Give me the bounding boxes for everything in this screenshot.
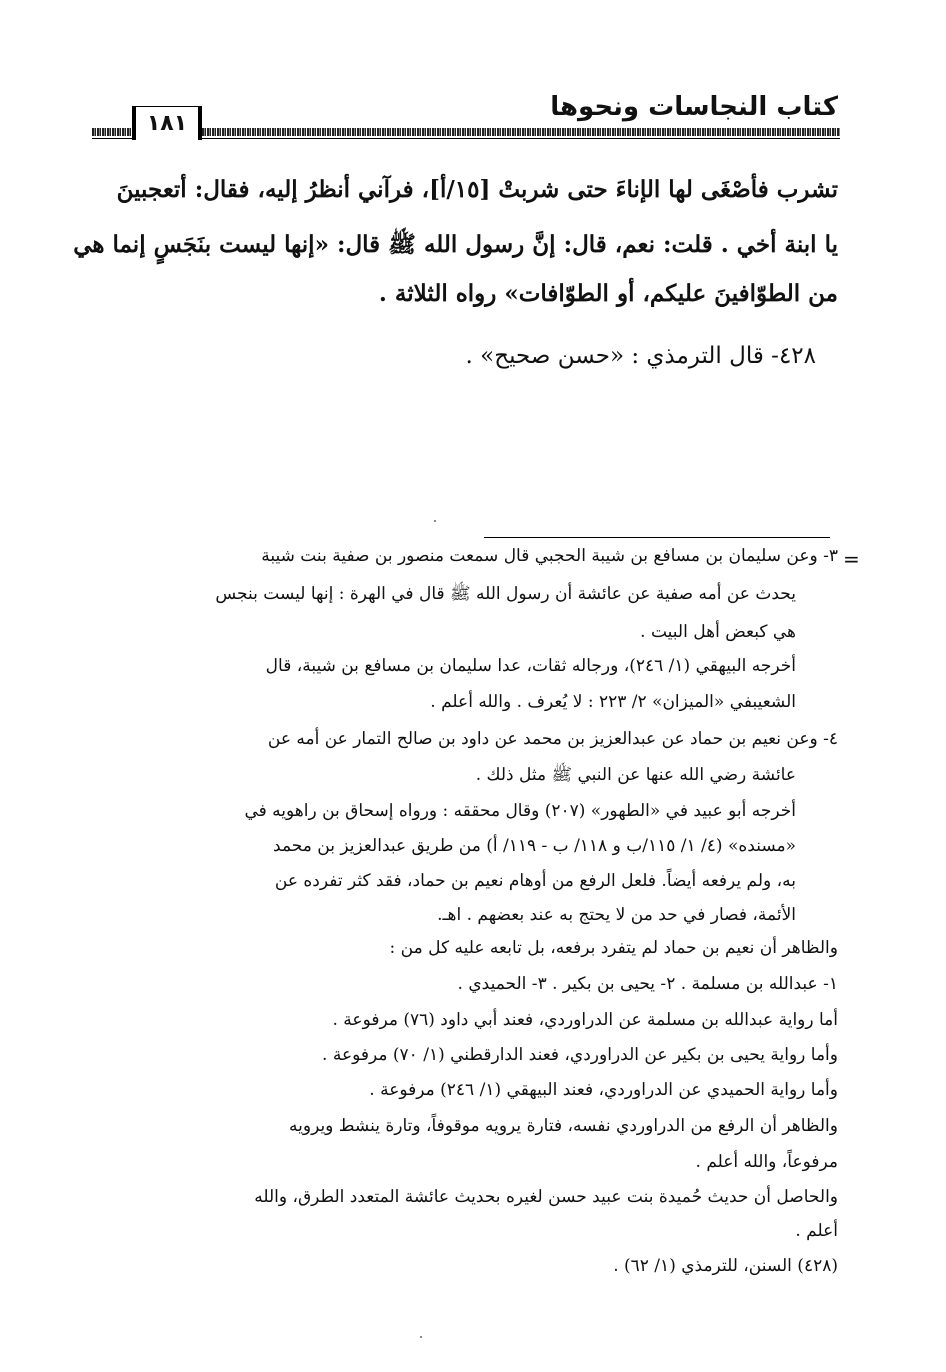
header-rule	[92, 128, 840, 136]
footnote-line: أما رواية عبدالله بن مسلمة عن الدراوردي، فعند أبي داود (٧٦) مرفوعة .	[332, 1010, 838, 1030]
hadith-428: ٤٢٨- قال الترمذي : «حسن صحيح» .	[465, 343, 816, 369]
header-rule-thin	[92, 138, 840, 139]
page-number: ١٨١	[132, 106, 202, 140]
footnote-continuation-mark: =	[843, 547, 860, 571]
footnote-reference: (٤٢٨) السنن، للترمذي (١/ ٦٢) .	[613, 1256, 838, 1276]
text-line-3: من الطوّافينَ عليكم، أو الطوّافات» رواه الثلاثة .	[378, 280, 838, 307]
footnote-line: والظاهر أن نعيم بن حماد لم يتفرد برفعه، بل تابعه عليه كل من :	[389, 938, 838, 958]
footnote-line: عائشة رضي الله عنها عن النبي ﷺ مثل ذلك .	[475, 765, 796, 785]
footnote-line: والحاصل أن حديث حُميدة بنت عبيد حسن لغيره بحديث عائشة المتعدد الطرق، والله	[254, 1187, 838, 1207]
footnote-line: والظاهر أن الرفع من الدراوردي نفسه، فتارة يرويه موقوفاً، وتارة ينشط ويرويه	[289, 1116, 838, 1136]
footnote-line: «مسنده» (٤/ ١/ ١١٥/ب و ١١٨/ ب - ١١٩/ أ) من طريق عبدالعزيز بن محمد	[273, 836, 796, 856]
footnote-line: به، ولم يرفعه أيضاً. فلعل الرفع من أوهام نعيم بن حماد، فقد كثر تفرده عن	[274, 871, 796, 891]
footnote-line: أعلم .	[795, 1221, 838, 1241]
text-line-2: يا ابنة أخي . قلت: نعم، قال: إنَّ رسول الله ﷺ قال: «إنها ليست بنَجَسٍ إنما هي	[73, 231, 838, 258]
footnote-line: وأما رواية الحميدي عن الدراوردي، فعند البيهقي (١/ ٢٤٦) مرفوعة .	[369, 1080, 838, 1100]
chapter-title: كتاب النجاسات ونحوها	[550, 92, 838, 122]
footnote-line: ١- عبدالله بن مسلمة . ٢- يحيى بن بكير . ٣- الحميدي .	[457, 974, 838, 994]
footnote-separator	[484, 537, 830, 538]
footnote-line: ٤- وعن نعيم بن حماد عن عبدالعزيز بن محمد عن داود بن صالح التمار عن أمه عن	[267, 729, 838, 749]
footnote-line: وأما رواية يحيى بن بكير عن الدراوردي، فعند الدارقطني (١/ ٧٠) مرفوعة .	[322, 1045, 838, 1065]
scan-speck	[434, 520, 436, 522]
footnote-line: الشعيبفي «الميزان» ٢/ ٢٢٣ : لا يُعرف . والله أعلم .	[430, 692, 796, 712]
footnote-line: ٣- وعن سليمان بن مسافع بن شيبة الحجبي قال سمعت منصور بن صفية بنت شيبة	[261, 546, 838, 566]
footnote-line: هي كبعض أهل البيت .	[640, 622, 796, 642]
footnote-line: مرفوعاً، والله أعلم .	[695, 1152, 838, 1172]
footnote-line: الأئمة، فصار في حد من لا يحتج به عند بعضهم . اهـ.	[437, 905, 796, 925]
footnote-line: يحدث عن أمه صفية عن عائشة أن رسول الله ﷺ قال في الهرة : إنها ليست بنجس	[215, 584, 796, 604]
footnote-line: أخرجه أبو عبيد في «الطهور» (٢٠٧) وقال محققه : ورواه إسحاق بن راهويه في	[244, 801, 796, 821]
text-line-1: تشرب فأصْغَى لها الإناءَ حتى شربتْ [١٥/أ]، فرآني أنظرُ إليه، فقال: أتعجبينَ	[116, 176, 838, 203]
scan-speck	[420, 1336, 422, 1338]
footnote-line: أخرجه البيهقي (١/ ٢٤٦)، ورجاله ثقات، عدا سليمان بن مسافع بن شيبة، قال	[265, 656, 796, 676]
